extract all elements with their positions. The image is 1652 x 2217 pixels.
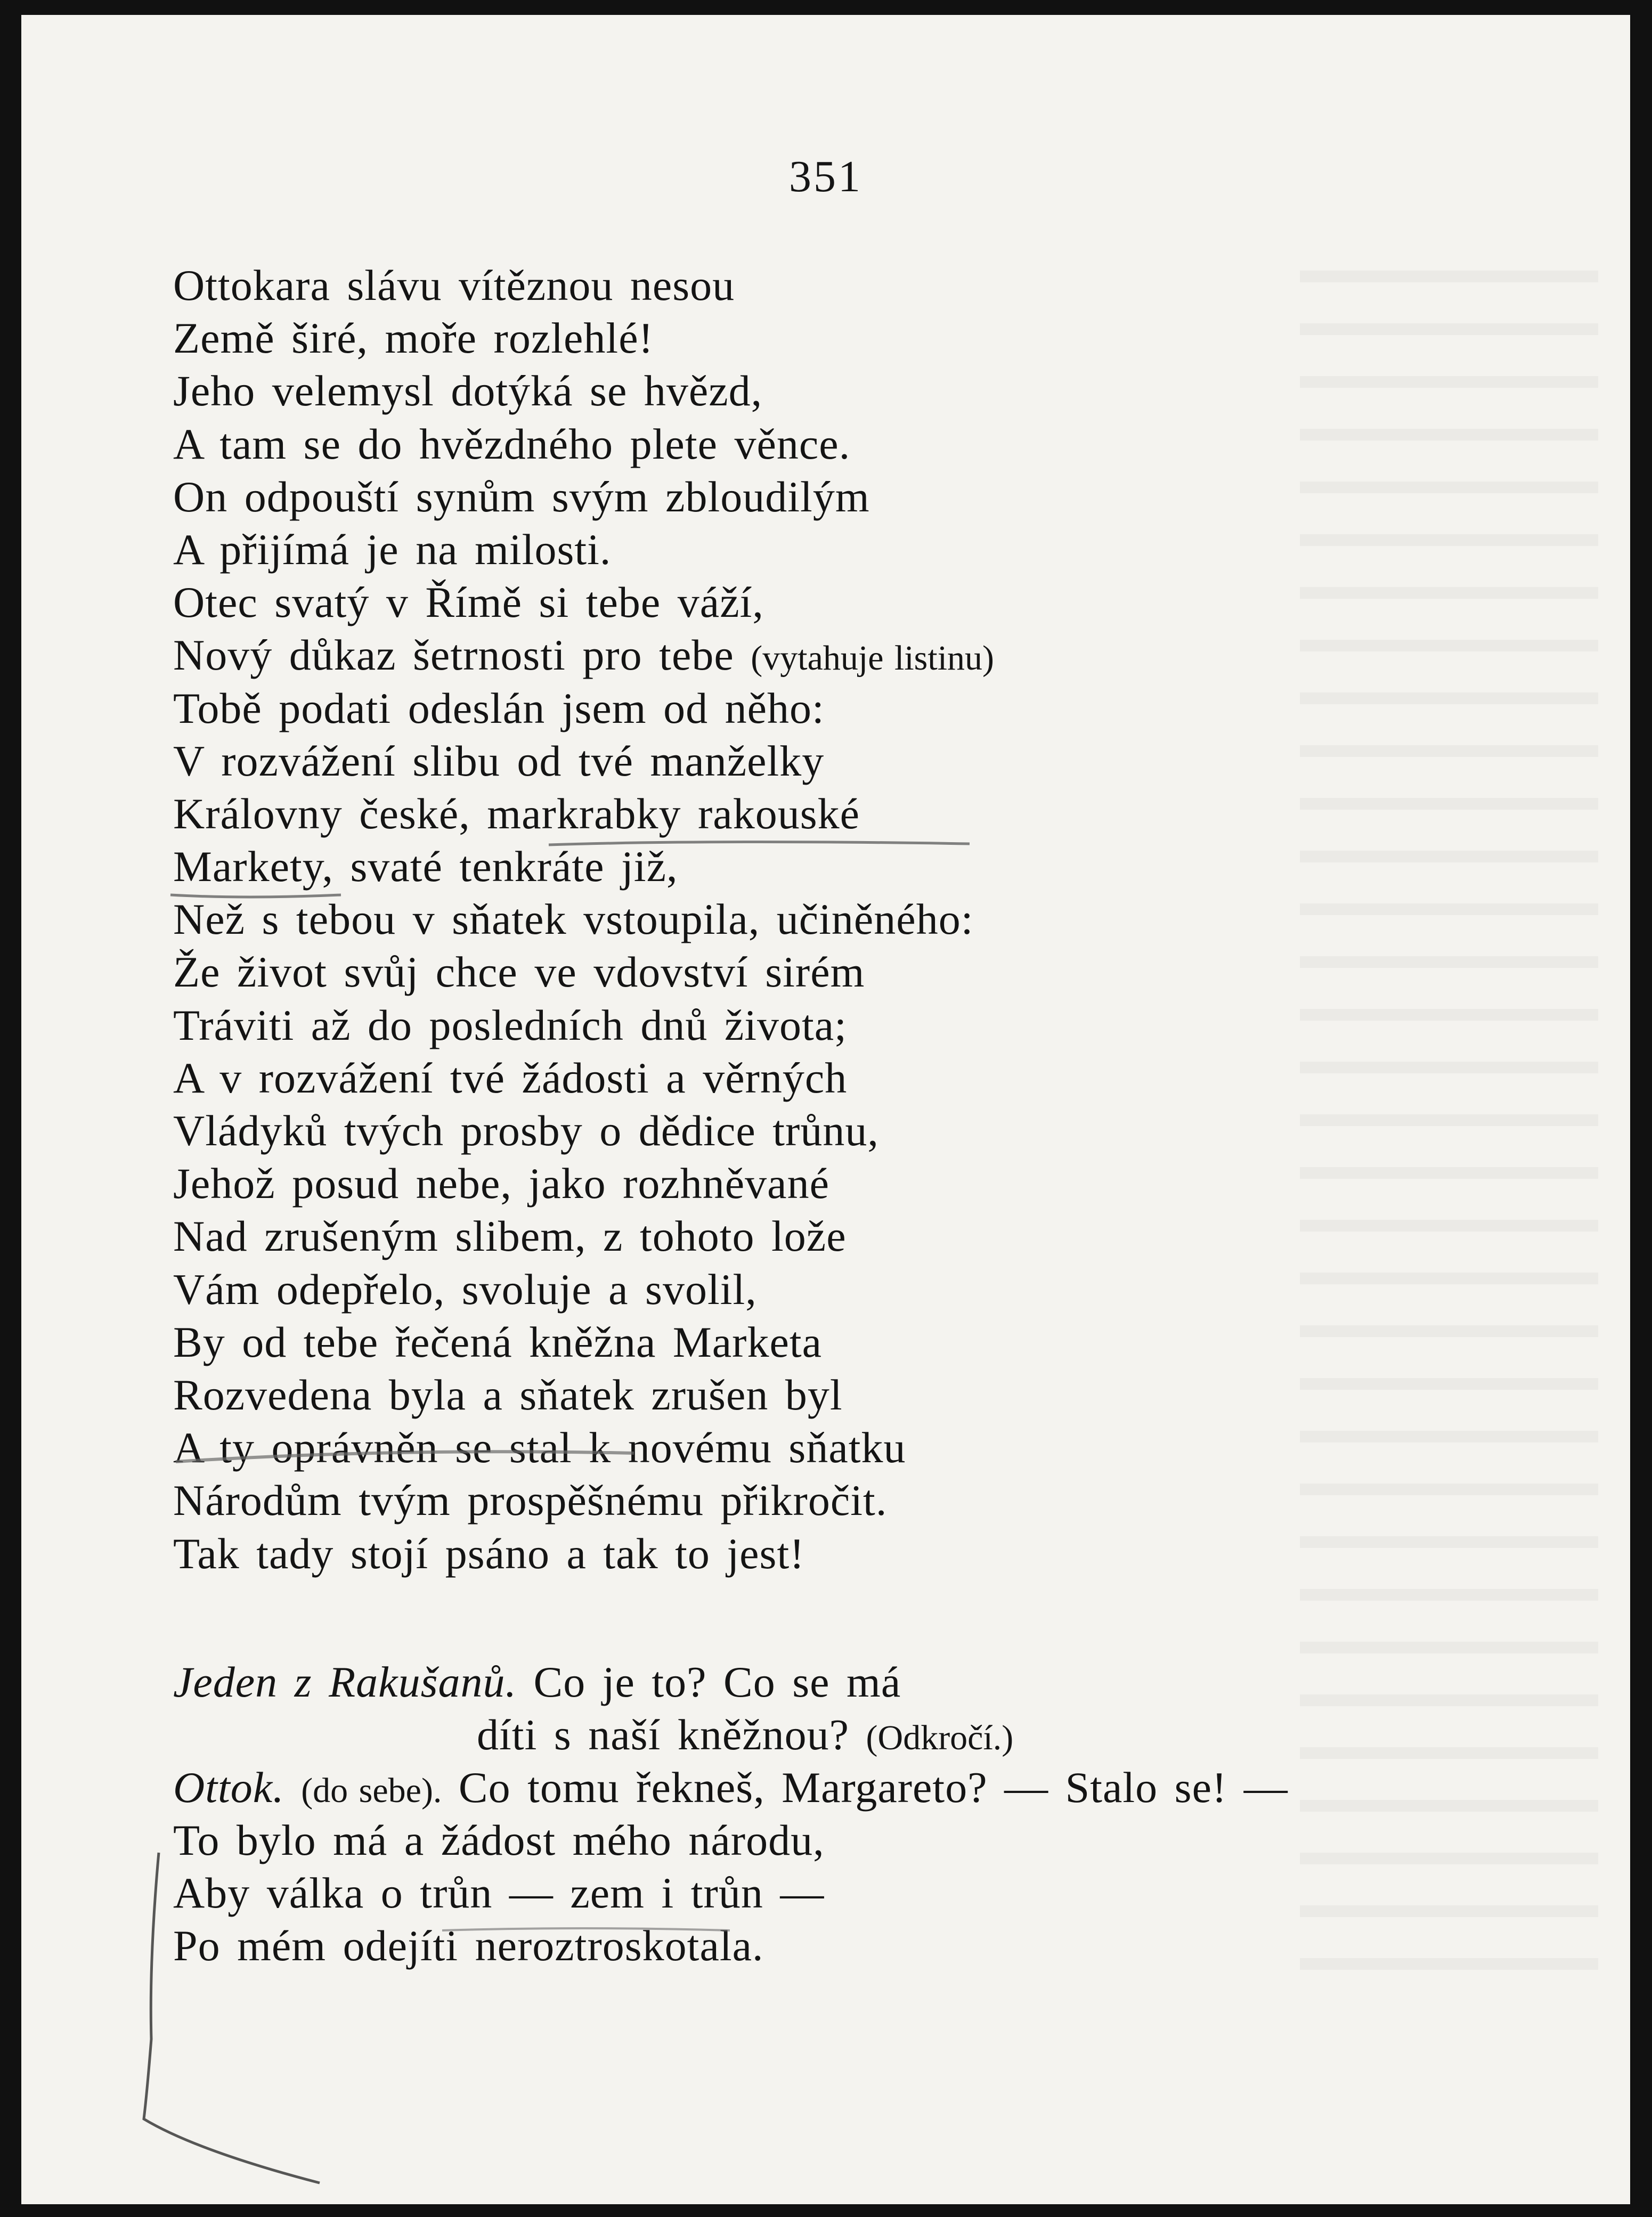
book-page <box>21 15 1630 2204</box>
verse-line: Jeho velemysl dotýká se hvězd, <box>173 366 763 415</box>
verse-line: Tak tady stojí psáno a tak to jest! <box>173 1529 805 1578</box>
speaker-name: Ottok. <box>173 1763 284 1812</box>
verse-line: Královny české, markrabky rakouské <box>173 789 860 838</box>
pencil-underline <box>549 842 970 845</box>
verse-line: Rozvedena byla a sňatek zrušen byl <box>173 1370 843 1419</box>
verse-line: A přijímá je na milosti. <box>173 525 612 574</box>
verse-line: Jehož posud nebe, jako rozhněvané <box>173 1159 829 1208</box>
verse-line: Markety, svaté tenkráte již, <box>173 842 678 891</box>
verse-line: Aby válka o trůn — zem i trůn — <box>173 1869 825 1917</box>
verse-line: V rozvážení slibu od tvé manželky <box>173 736 825 785</box>
stage-direction: (do sebe). <box>301 1771 442 1810</box>
verse-line: To bylo má a žádost mého národu, <box>173 1816 825 1864</box>
verse-line: Národům tvým prospěšnému přikročit. <box>173 1476 888 1525</box>
verse-line: Ottokara slávu vítěznou nesou <box>173 261 735 309</box>
verse-line: Tráviti až do posledních dnů života; <box>173 1000 847 1049</box>
verse-text: Nový důkaz šetrnosti pro tebe <box>173 631 734 680</box>
verse-line: Tobě podati odeslán jsem od něho: <box>173 683 825 732</box>
speech-text: díti s naší kněžnou? <box>477 1710 850 1759</box>
page-number: 351 <box>789 152 862 201</box>
pencil-underline <box>170 895 341 897</box>
verse-line: A ty oprávněn se stal k novému sňatku <box>173 1423 906 1472</box>
verse-line: By od tebe řečená kněžna Marketa <box>173 1317 823 1366</box>
verse-line: Po mém odejíti neroztroskotala. <box>173 1921 764 1970</box>
verse-line: A v rozvážení tvé žádosti a věrných <box>173 1053 848 1102</box>
verse-line: On odpouští synům svým zbloudilým <box>173 472 870 521</box>
pencil-underline <box>176 1452 634 1462</box>
verse-line: Že život svůj chce ve vdovství sirém <box>173 948 865 997</box>
pencil-bracket <box>144 1853 320 2183</box>
verse-line: Nad zrušeným slibem, z tohoto lože <box>173 1212 847 1261</box>
verse-line: Země širé, moře rozlehlé! <box>173 314 654 363</box>
verse-line: A tam se do hvězdného plete věnce. <box>173 419 851 468</box>
verse-line: Než s tebou v sňatek vstoupila, učiněného: <box>173 895 974 944</box>
verse-line: Vládyků tvých prosby o dědice trůnu, <box>173 1106 879 1155</box>
verse-line: Vám odepřelo, svoluje a svolil, <box>173 1265 757 1314</box>
pencil-underline <box>442 1928 730 1930</box>
verse-line: Otec svatý v Římě si tebe váží, <box>173 578 764 627</box>
stage-direction: (Odkročí.) <box>866 1718 1014 1757</box>
speech-text: Co je to? Co se má <box>533 1658 901 1706</box>
speech-text: Co tomu řekneš, Margareto? — Stalo se! — <box>458 1763 1288 1812</box>
speaker-name: Jeden z Rakušanů. <box>173 1658 517 1706</box>
stage-direction: (vytahuje listinu) <box>751 639 995 678</box>
pencil-marks <box>21 15 1630 2204</box>
